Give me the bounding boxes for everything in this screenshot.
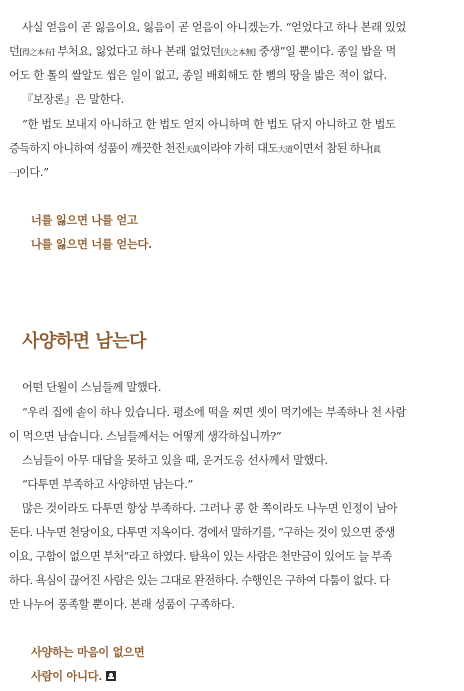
hanja-annotation: [眞 (370, 145, 381, 154)
paragraph-line: 증득하지 아니하여 성품이 깨끗한 천진天眞이라야 가히 대도大道이면서 참된 하나[眞 (9, 142, 381, 155)
verse-line: 나를 잃으면 너를 얻는다. (31, 237, 152, 251)
hanja-annotation: 大道 (277, 145, 293, 154)
paragraph-line: 『보장론』은 말한다. (22, 93, 124, 106)
paragraph-line: “한 법도 보내지 아니하고 한 법도 얻지 아니하며 한 법도 닦지 아니하고 한 법도 (22, 118, 396, 131)
paragraph-line: 많은 것이라도 다투면 항상 부족하다. 그러나 콩 한 쪽이라도 나누면 인정이 남아 (22, 502, 398, 515)
paragraph-line: 이 먹으면 남습니다. 스님들께서는 어떻게 생각하십니까?” (9, 430, 282, 443)
paragraph-line: 스님들이 아무 대답을 못하고 있을 때, 운거도응 선사께서 말했다. (22, 454, 328, 467)
hanja-annotation: [失之本無] (220, 48, 256, 57)
verse-line: 사양하는 마음이 없으면 (31, 645, 145, 659)
hanja-annotation: 一] (9, 169, 19, 178)
paragraph-line: “다투면 부족하고 사양하면 남는다.” (22, 478, 193, 491)
hanja-annotation: [得之本有] (19, 48, 55, 57)
paragraph-line: 어떤 단월이 스님들께 말했다. (22, 381, 162, 394)
paragraph-line: 던[得之本有] 부처요, 잃었다고 하나 본래 없었던[失之本無] 중생”일 뿐이다. 종일 밥을 먹 (9, 45, 397, 58)
paragraph-line: 만 나누어 풍족할 뿐이다. 본래 성품이 구족하다. (9, 598, 235, 611)
paragraph-line: “우리 집에 솥이 하나 있습니다. 평소에 떡을 찌면 셋이 먹기에는 부족하나 천 사람 (22, 406, 406, 419)
end-of-chapter-icon (106, 671, 116, 681)
section-title: 사양하면 남는다 (22, 331, 146, 352)
paragraph-line: 一]이다.” (9, 166, 49, 179)
paragraph-line: 사실 얻음이 곧 잃음이요, 잃음이 곧 얻음이 아니겠는가. “얻었다고 하나 본래 있었 (22, 21, 406, 34)
paragraph-line: 돈다. 나누면 천당이요, 다투면 지옥이다. 경에서 말하기를, “구하는 것이 있으면 중생 (9, 526, 395, 539)
verse-line: 사람이 아니다. (31, 669, 116, 683)
paragraph-line: 어도 한 톨의 쌀알도 씹은 일이 없고, 종일 배회해도 한 뼘의 땅을 밟은 적이 없다. (9, 69, 387, 82)
verse-line: 너를 잃으면 나를 얻고 (31, 213, 138, 227)
paragraph-line: 하다. 욕심이 끊어진 사람은 있는 그대로 완전하다. 수행인은 구하여 다툼이 없다. 다 (9, 574, 390, 587)
paragraph-line: 이요, 구함이 없으면 부처”라고 하였다. 탐욕이 있는 사람은 천만금이 있어도 늘 부족 (9, 550, 392, 563)
hanja-annotation: 天眞 (185, 145, 200, 154)
